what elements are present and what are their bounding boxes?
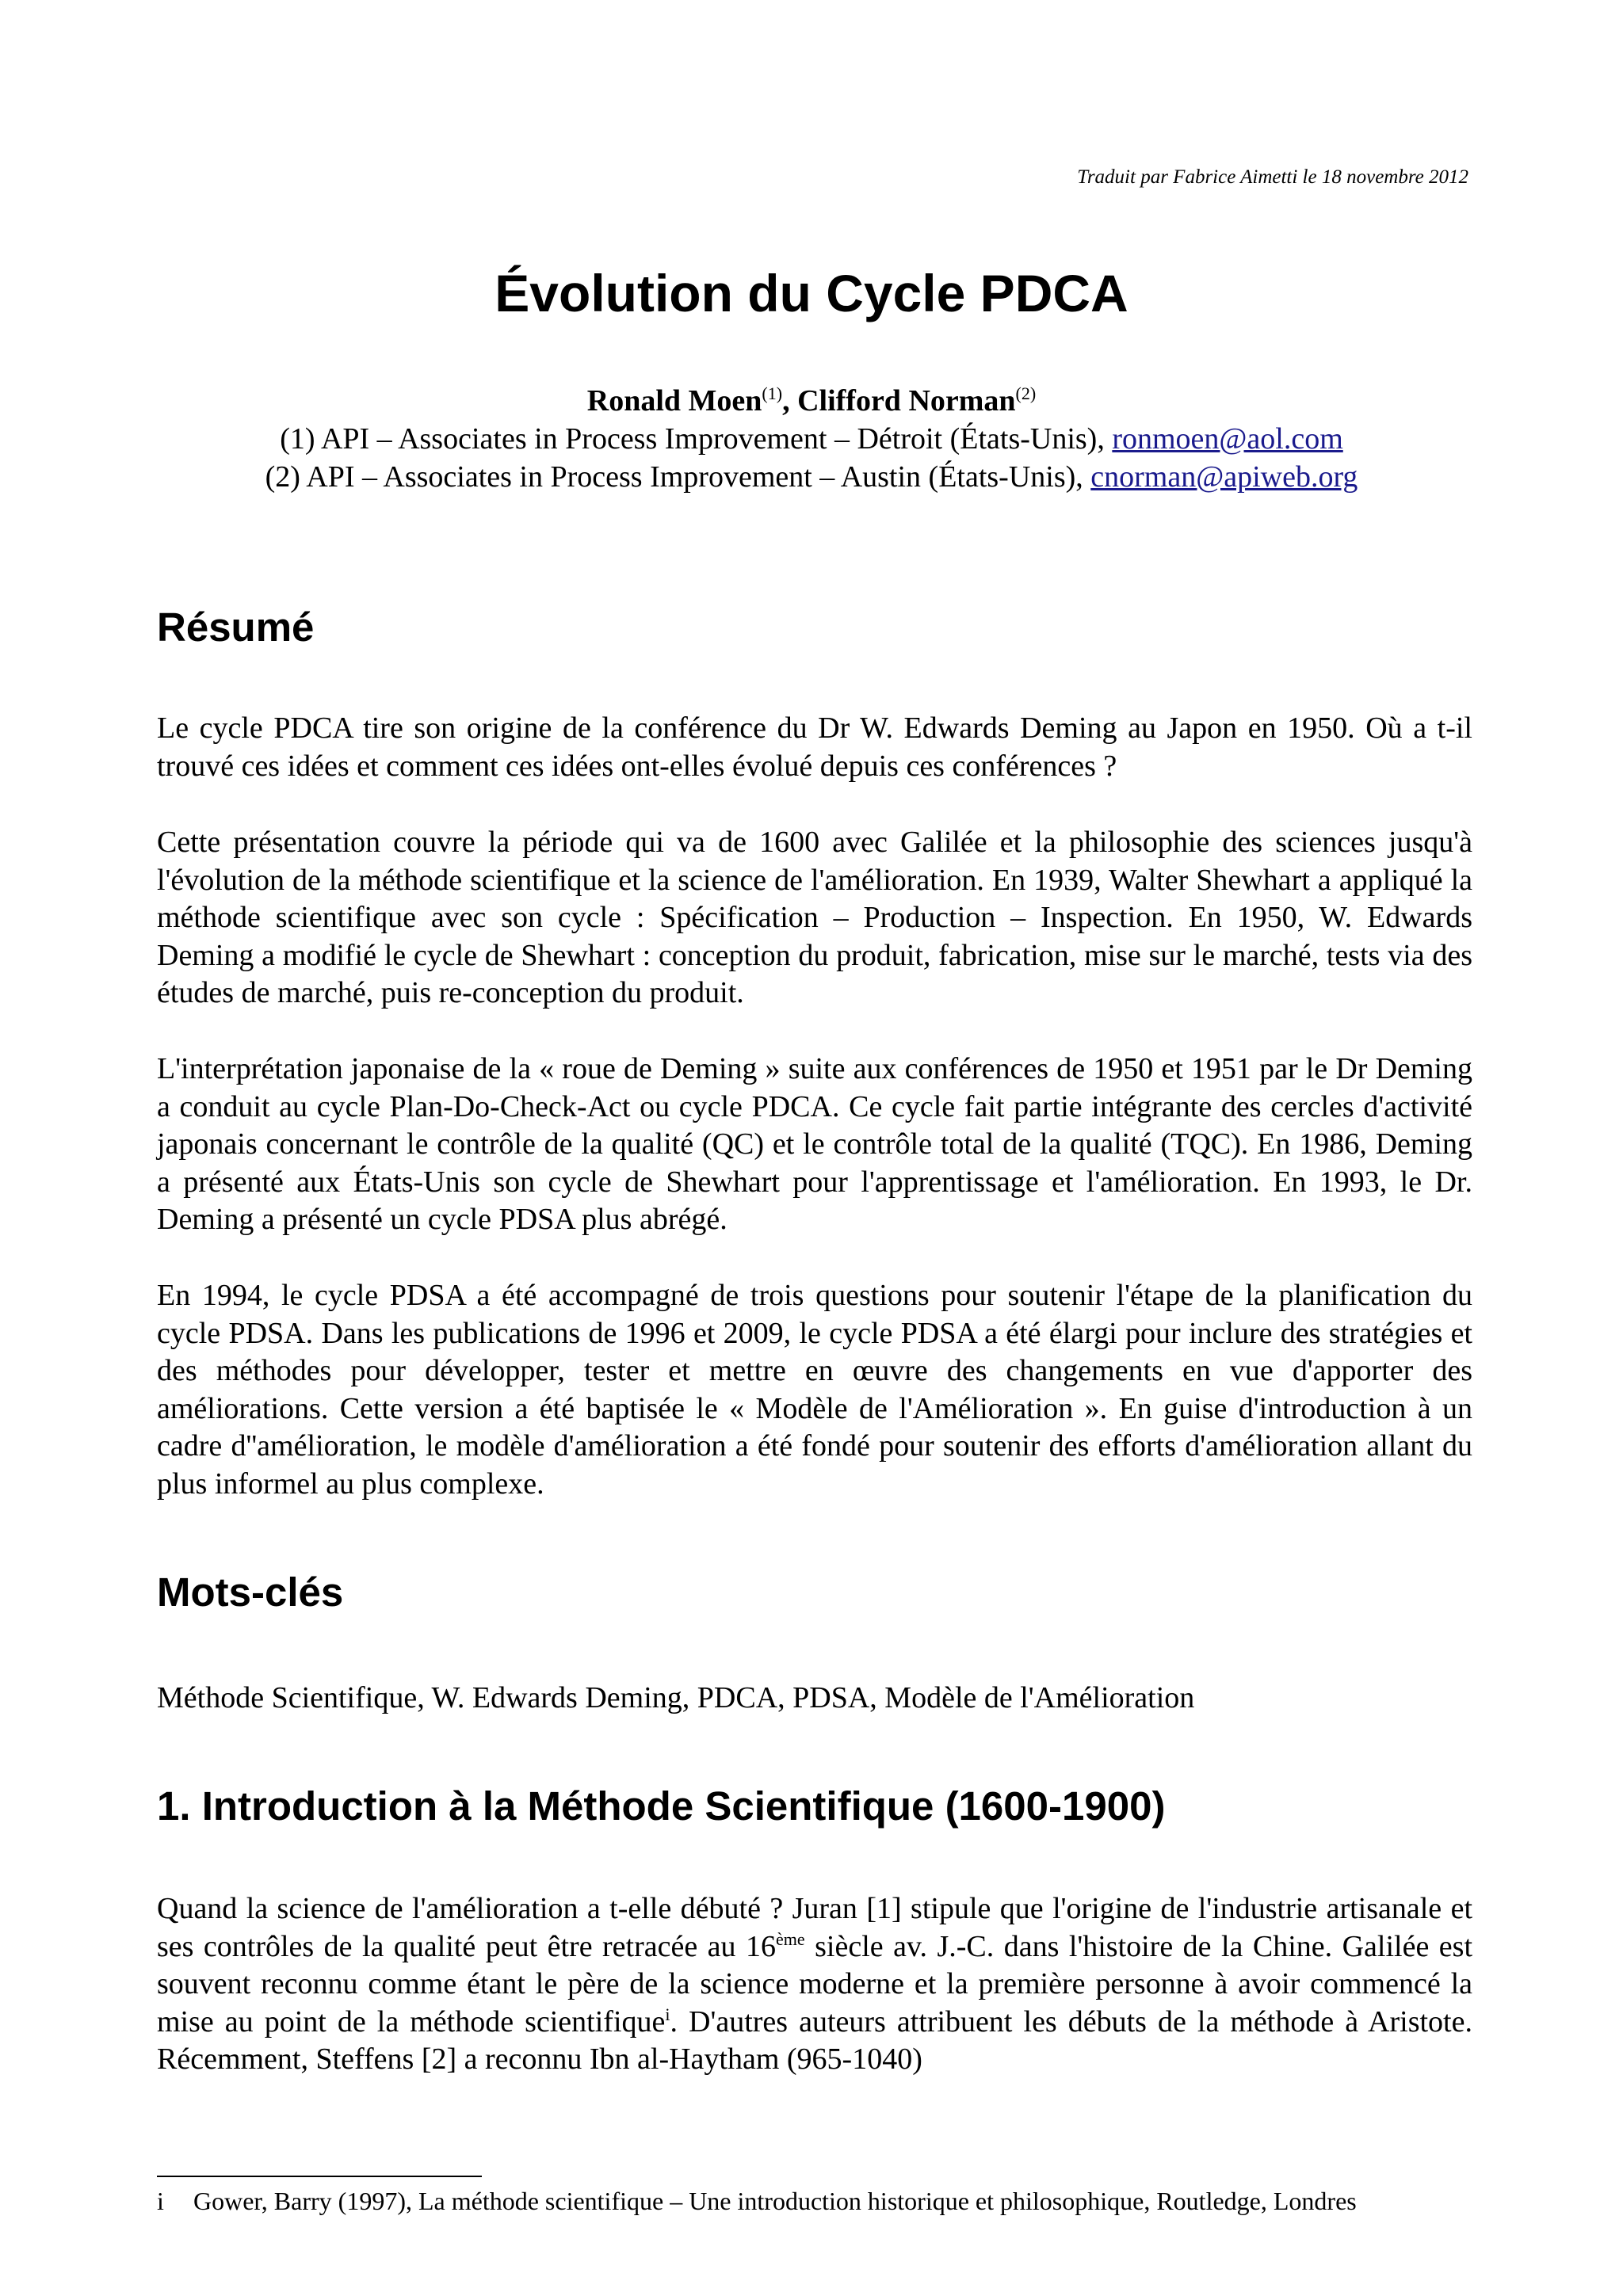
footnote-divider (157, 2176, 482, 2177)
author-2-mark: (2) (1015, 383, 1037, 403)
author-separator: , (782, 384, 798, 418)
author-2-name: Clifford Norman (797, 384, 1016, 418)
footnote-text: Gower, Barry (1997), La méthode scientifique – Une introduction historique et philosophique, Routledge, Londres (193, 2187, 1357, 2215)
abstract-paragraph-3: L'interprétation japonaise de la « roue de Deming » suite aux conférences de 1950 et 1951 par le Dr Deming a conduit au cycle Plan-Do-Check-Act ou cycle PDCA. Ce cycle fait partie intégrante des cercles d'activité japonais concernant le contrôle de la qualité (QC) et le contrôle total de la qualité (TQC). En 1986, Deming a présenté aux États-Unis son cycle de Shewhart pour l'apprentissage et l'amélioration. En 1993, le Dr. Deming a présenté un cycle PDSA plus abrégé. (157, 1052, 1472, 1236)
abstract-paragraph-4: En 1994, le cycle PDSA a été accompagné de trois questions pour soutenir l'étape de la planification du cycle PDSA. Dans les publications de 1996 et 2009, le cycle PDSA a été élargi pour inclure des stratégies et des méthodes pour développer, tester et mettre en œuvre des changements en vue d'apporter des améliorations. Cette version a été baptisée le « Modèle de l'Amélioration ». En guise d'introduction à un cadre d''amélioration, le modèle d'amélioration a été fondé pour soutenir des efforts d'amélioration allant du plus informel au plus complexe. (157, 1279, 1472, 1501)
author-1-name: Ronald Moen (586, 384, 762, 418)
affiliation-2 (0, 458, 1623, 496)
intro-superscript-eme: ème (776, 1928, 805, 1949)
footnote-mark: i (157, 2187, 164, 2215)
section-1-paragraph (157, 1890, 1472, 2079)
affiliation-1-text: (1) API – Associates in Process Improvement – Détroit (États-Unis), (280, 422, 1113, 456)
abstract-heading: Résumé (157, 605, 315, 650)
email-link-1[interactable]: ronmoen@aol.com (1112, 422, 1343, 456)
translator-note: Traduit par Fabrice Aimetti le 18 novembre 2012 (1077, 166, 1468, 188)
intro-text-part-1: Quand la science de l'amélioration a t-elle débuté ? Juran [1] stipule que l'origine de l'industrie artisanale et ses contrôles de la qualité peut être retracée au 16 (157, 1892, 1472, 1963)
author-names (0, 382, 1623, 420)
author-block (0, 382, 1623, 496)
intro-text-part-2: siècle av. J.-C. dans l'histoire de la Chine. Galilée est souvent reconnu comme étant le père de la science moderne et la première personne à avoir commencé la mise au point de la méthode scientifique (157, 1929, 1472, 2039)
abstract-paragraph-2: Cette présentation couvre la période qui va de 1600 avec Galilée et la philosophie des sciences jusqu'à l'évolution de la méthode scientifique et la science de l'amélioration. En 1939, Walter Shewhart a appliqué la méthode scientifique avec son cycle : Spécification – Production – Inspection. En 1950, W. Edwards Deming a modifié le cycle de Shewhart : conception du produit, fabrication, mise sur le marché, tests via des études de marché, puis re-conception du produit. (157, 826, 1472, 1009)
keywords-heading: Mots-clés (157, 1569, 344, 1615)
page-title: Évolution du Cycle PDCA (495, 264, 1128, 322)
footnote (157, 2185, 1357, 2217)
affiliation-1 (0, 420, 1623, 458)
keywords-list: Méthode Scientifique, W. Edwards Deming, PDCA, PDSA, Modèle de l'Amélioration (157, 1681, 1195, 1714)
footnote-reference-i[interactable]: i (665, 2004, 670, 2024)
section-1-heading: 1. Introduction à la Méthode Scientifique (1600-1900) (157, 1783, 1166, 1829)
intro-text-part-3: . D'autres auteurs attribuent les débuts de la méthode à Aristote. Récemment, Steffens [2] a reconnu Ibn al-Haytham (965-1040) (157, 2004, 1472, 2076)
abstract-paragraph-1: Le cycle PDCA tire son origine de la conférence du Dr W. Edwards Deming au Japon en 1950. Où a t-il trouvé ces idées et comment ces idées ont-elles évolué depuis ces conférences ? (157, 711, 1472, 783)
affiliation-2-text: (2) API – Associates in Process Improvement – Austin (États-Unis), (265, 460, 1091, 494)
email-link-2[interactable]: cnorman@apiweb.org (1090, 460, 1358, 494)
author-1-mark: (1) (762, 383, 783, 403)
